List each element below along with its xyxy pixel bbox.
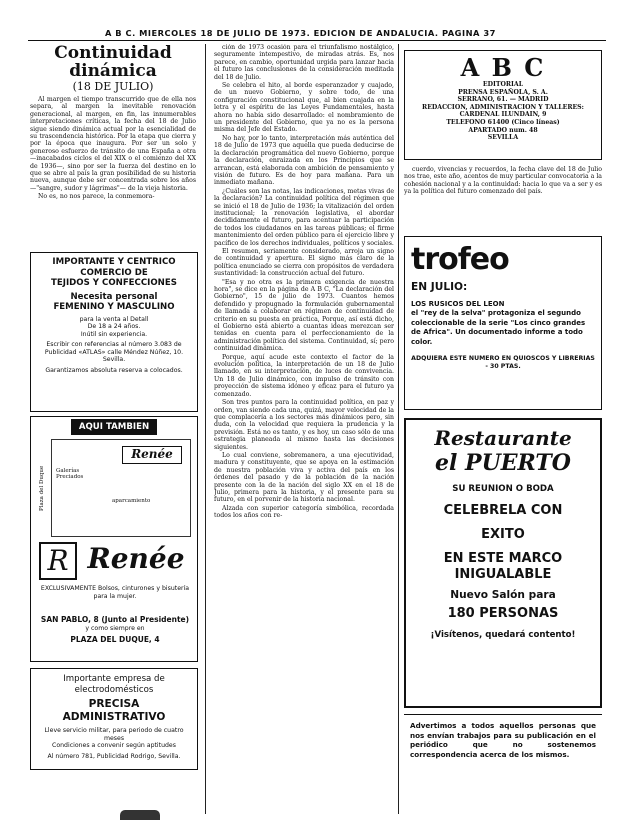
- abc-line: TELEFONO 61400 (Cinco líneas): [446, 118, 560, 126]
- ad-banner: AQUI TAMBIEN: [71, 419, 157, 435]
- article-col-2: [214, 44, 394, 814]
- abc-line: SEVILLA: [487, 134, 519, 142]
- ad-trofeo: [404, 236, 602, 410]
- page-header: A B C. MIERCOLES 18 DE JULIO DE 1973. EDICION DE ANDALUCIA. PAGINA 37: [105, 28, 496, 38]
- ad-text: Garantizamos absoluta reserva a colocados.: [45, 367, 183, 375]
- notice-box: [404, 714, 602, 806]
- ad-text: SU REUNION O BODA: [452, 484, 554, 494]
- abc-line: SERRANO, 61. — MADRID: [457, 96, 549, 104]
- ad-text: FEMENINO Y MASCULINO: [53, 302, 175, 312]
- ad-text: Inútil sin experiencia.: [80, 330, 148, 338]
- ad-text: EN ESTE MARCO: [443, 550, 563, 566]
- ad-text: De 18 a 24 años.: [87, 323, 141, 331]
- article-col-3: [404, 166, 602, 234]
- ad-text: el "rey de la selva" protagoniza el segundo coleccionable de la serie "Los cinco grandes de Africa". Un documentado informe a todo color.: [411, 309, 586, 346]
- ad-text: PRECISA ADMINISTRATIVO: [62, 698, 166, 723]
- article-subtitle: (18 DE JULIO): [72, 80, 154, 93]
- article-paragraph: "Esa y no otra es la primera exigencia de nuestra hora", se dice en la página de A B C, "La declaración del Gobierno", 15 de julio de 1973. Cuantos hemos defendido y propugnado la formulación gubernamental de llamada a colaborar en régimen de continuidad de criterio en su puesta en práctica, Porque, así está dicho, el Gobierno está abierto a cuantas ideas merezcan ser tenidas en cuenta para el perfeccionamiento de la administración política del sistema. Continuidad, sí; pero continuidad dinámica.: [214, 278, 394, 353]
- ad-text: Necesita personal: [70, 291, 158, 302]
- ad-electro: [30, 668, 198, 770]
- ad-text: LOS RUSICOS DEL LEON: [411, 300, 505, 308]
- article-paragraph: ¿Cuáles son las notas, las indicaciones, metas vivas de la declaración? La continuidad política del régimen que se inició el 18 de Julio de 1936; la vitalización del orden institucional; la renovación legislativa, el abordar decididamente el futuro, para acentuar la participación de todos los ciudadanos en las tareas públicas; el firme mantenimiento del orden público para el ejercicio libre y pacífico de los derechos individuales, políticos y sociales.: [214, 187, 394, 247]
- ad-text: COMERCIO DE: [80, 267, 148, 278]
- article-paragraph: cuerdo, vivencias y recuerdos, la fecha clave del 18 de Julio nos trae, este año, acentos de muy particular convocatoria a la cohesión nacional y a la continuidad: hacia lo que va a ser y es ya la política del futuro comenzado del país.: [404, 166, 602, 196]
- ad-text: ADQUIERA ESTE NUMERO EN QUIOSCOS Y LIBRERIAS - 30 PTAS.: [411, 355, 595, 370]
- page-footer-mark: [120, 810, 160, 820]
- ad-text: EN JULIO:: [411, 281, 468, 293]
- ad-text: INIGUALABLE: [454, 566, 552, 582]
- ad-text: TEJIDOS Y CONFECCIONES: [51, 278, 177, 288]
- article-paragraph: El resumen, seriamente considerado, arroja un signo de continuidad y apertura. El signo más claro de la política enunciado se cierra con propósitos de verdadera sustantividad: la construcción actual del futuro.: [214, 247, 394, 278]
- article-paragraph: Lo cual conviene, sobremanera, a una ejecutividad, madura y constituyente, que se apoya en la estimación de nuestra población viva y activa del país en los órdenes del pasado y de la población de la nación presente con la de la nación del siglo XX en el 18 de Julio, primera para la historia, y el presente para su futuro, en el porvenir de la historia nacional.: [214, 451, 394, 504]
- location-map: [51, 439, 191, 537]
- ad-text: para la venta al Detall: [79, 315, 149, 323]
- shop-sign: Renée: [122, 446, 182, 464]
- abc-line: PRENSA ESPAÑOLA, S. A.: [458, 88, 548, 96]
- article-paragraph: ción de 1973 ocasión para el triunfalismo nostálgico, seguramente intempestivo, de miradas atrás. Es, nos parece, en cambio, oportunidad urgida para lanzar hacia el futuro las conclusiones de la consideración meditada del 18 de Julio.: [214, 44, 394, 81]
- ad-text: Importante empresa de: [63, 674, 165, 684]
- ad-text: CELEBRELA CON: [443, 502, 563, 518]
- abc-line: REDACCION, ADMINISTRACION Y TALLERES: CARDENAL ILUNDAIN, 9: [422, 103, 584, 119]
- ad-text: electrodomésticos: [74, 684, 154, 695]
- column-divider: [205, 44, 206, 814]
- article-paragraph: No es, no nos parece, la conmemora-: [38, 193, 155, 201]
- ad-restaurante: [404, 418, 602, 708]
- restaurant-name: Restaurante: [434, 426, 572, 450]
- ad-text: Al número 781, Publicidad Rodrigo, Sevilla.: [47, 752, 181, 760]
- ad-text: ¡Visítenos, quedará contento!: [430, 629, 576, 640]
- article-paragraph: Al margen el tiempo transcurrido que de ella nos separa, al margen la inevitable renovación generacional, al margen, en fin, las innumerables interpretaciones críticas, la fecha del 18 de Julio sigue siendo dinámica actual por la esencialidad de su trascendencia histórica. Por la etapa que cierra y por la época que inaugura. Por ser un solo y generoso esfuerzo de tránsito de una España a otra —inacabados ciclos el del XIX o el comienzo del XX de 1936—, sino por ser la fuerza del destino en lo que se abre al país la gran posibilidad de su historia nueva, aunque debe ser concentrada sobre los años —"sangre, sudor y lágrimas"— de la vieja historia.: [30, 96, 196, 192]
- article-paragraph: No hay, por lo tanto, interpretación más auténtica del 18 de Julio de 1973 que aquella que pueda deducirse de la declaración programática del nuevo Gobierno, porque la declaración, enraizada en los Principios que se arrancan, está elaborada con ambición de pensamiento y visión de futuro. Es de hoy para mañana. Para un inmediato mañana.: [214, 134, 394, 187]
- ad-text: Escribir con referencias al número 3.083 de Publicidad «ATLAS» calle Méndez Núñez, 10. Sevilla.: [44, 341, 184, 364]
- ad-jobs: [30, 252, 198, 412]
- renee-monogram: R: [39, 542, 77, 580]
- ad-text: EXITO: [481, 526, 525, 542]
- header-rule: [28, 40, 606, 41]
- abc-logo: A B C: [460, 53, 546, 82]
- ad-text: EXCLUSIVAMENTE Bolsos, cinturones y bisutería para la mujer.: [40, 585, 190, 600]
- map-label: aparcamiento: [112, 498, 151, 504]
- ad-text: y como siempre en: [85, 625, 145, 632]
- ad-text: Nuevo Salón para: [450, 588, 556, 601]
- article-paragraph: Porque, aquí acude este contexto el factor de la evolución política, la interpretación de un 18 de Julio llamado, en su interpretación, de luces de convivencia. Un 18 de Julio dinámico, con impulso de tránsito con proyección de sistema idóneo y eficaz para el futuro ya comenzado.: [214, 353, 394, 398]
- ad-text: PLAZA DEL DUQUE, 4: [70, 635, 160, 644]
- ad-text: Lleve servicio militar, para periodo de cuatro meses: [44, 727, 184, 742]
- restaurant-name: el PUERTO: [435, 450, 571, 476]
- ad-text: 180 PERSONAS: [447, 605, 559, 621]
- ad-text: IMPORTANTE Y CENTRICO: [52, 257, 176, 267]
- article-paragraph: Alzada con superior categoría simbólica, recordada todos los años con re-: [214, 504, 394, 520]
- trofeo-logo: trofeo: [411, 242, 509, 277]
- column-divider: [398, 44, 399, 814]
- ad-text: SAN PABLO, 8 (Junto al Presidente): [40, 615, 190, 624]
- renee-logo: Renée: [87, 542, 185, 575]
- map-label: Galerías Preciados: [56, 468, 84, 480]
- article-paragraph: Se celebra el hito, al borde esperanzador y cuajado, de un nuevo Gobierno, y sobre todo, de una configuración constitucional que, al bien cuajada en la letra y el espíritu de las Leyes Fundamentales, hasta ahora no había sido desarrollado: el nombramiento de un presidente del Gobierno, que ya no es la persona misma del Jefe del Estado.: [214, 82, 394, 134]
- abc-line: EDITORIAL: [482, 81, 524, 88]
- ad-renee: [30, 416, 198, 662]
- abc-masthead-box: [404, 50, 602, 160]
- article-title: Continuidad dinámica: [54, 44, 172, 81]
- ad-text: Condiciones a convenir según aptitudes: [52, 742, 176, 750]
- article-paragraph: Son tres puntos para la continuidad política, en paz y orden, van siendo cada una, quizá, mayor velocidad de la que complacería a los sectores más dinámicos pero, sin duda, con la velocidad que requiera la prudencia y la previsión. Está no es tanto, y es hoy, un caso sólo de una estrategia planeada al mismo hasta las decisiones siguientes.: [214, 399, 394, 451]
- abc-line: APARTADO num. 48: [468, 126, 538, 134]
- article-col-1: [30, 44, 196, 252]
- street-label: Plaza del Duque: [39, 465, 45, 511]
- notice-text: Advertimos a todos aquellos personas que nos envían trabajos para su publicación en el periódico que no sostenemos correspondencia acerca de los mismos.: [410, 721, 596, 759]
